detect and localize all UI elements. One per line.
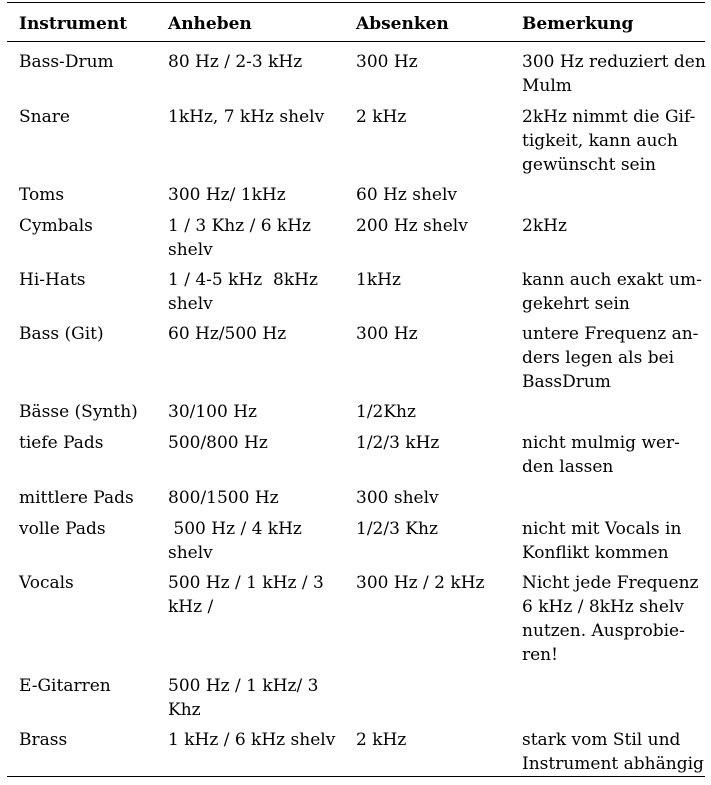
cell-bemerkung: ders legen als bei bbox=[522, 348, 675, 368]
cell-instrument: Snare bbox=[19, 107, 70, 127]
cell-instrument: Hi-Hats bbox=[19, 270, 86, 290]
cell-bemerkung: BassDrum bbox=[522, 372, 611, 392]
cell-absenken: 300 Hz bbox=[356, 324, 418, 344]
cell-absenken: 60 Hz shelv bbox=[356, 185, 457, 205]
cell-absenken: 1/2Khz bbox=[356, 402, 416, 422]
cell-anheben: 500 Hz / 1 kHz / 3 bbox=[168, 573, 324, 593]
cell-bemerkung: Konflikt kommen bbox=[522, 543, 669, 563]
cell-anheben: kHz / bbox=[168, 597, 214, 617]
cell-bemerkung: 2kHz nimmt die Gif- bbox=[522, 107, 696, 127]
cell-absenken: 300 Hz bbox=[356, 52, 418, 72]
cell-instrument: E-Gitarren bbox=[19, 676, 111, 696]
cell-anheben: 500/800 Hz bbox=[168, 433, 268, 453]
cell-anheben: 30/100 Hz bbox=[168, 402, 257, 422]
header-anheben: Anheben bbox=[168, 14, 252, 34]
cell-absenken: 1/2/3 kHz bbox=[356, 433, 440, 453]
cell-bemerkung: tigkeit, kann auch bbox=[522, 131, 678, 151]
cell-anheben: 1 / 3 Khz / 6 kHz bbox=[168, 216, 312, 236]
cell-bemerkung: ren! bbox=[522, 645, 558, 665]
cell-absenken: 1/2/3 Khz bbox=[356, 519, 438, 539]
cell-anheben: 800/1500 Hz bbox=[168, 488, 279, 508]
cell-instrument: Bass (Git) bbox=[19, 324, 104, 344]
cell-anheben: Khz bbox=[168, 700, 201, 720]
cell-anheben: 1 kHz / 6 kHz shelv bbox=[168, 730, 336, 750]
cell-instrument: Vocals bbox=[19, 573, 74, 593]
cell-bemerkung: Instrument abhängig bbox=[522, 754, 704, 774]
cell-bemerkung: untere Frequenz an- bbox=[522, 324, 699, 344]
cell-bemerkung: Mulm bbox=[522, 76, 572, 96]
cell-anheben: shelv bbox=[168, 294, 213, 314]
header-absenken: Absenken bbox=[356, 14, 449, 34]
cell-anheben: 1 / 4-5 kHz 8kHz bbox=[168, 270, 318, 290]
cell-instrument: Brass bbox=[19, 730, 68, 750]
cell-anheben: 500 Hz / 4 kHz bbox=[168, 519, 302, 539]
cell-bemerkung: 2kHz bbox=[522, 216, 567, 236]
cell-instrument: Toms bbox=[19, 185, 65, 205]
cell-bemerkung: gewünscht sein bbox=[522, 155, 656, 175]
cell-anheben: 60 Hz/500 Hz bbox=[168, 324, 287, 344]
cell-bemerkung: Nicht jede Frequenz bbox=[522, 573, 699, 593]
cell-anheben: 500 Hz / 1 kHz/ 3 bbox=[168, 676, 319, 696]
cell-bemerkung: 300 Hz reduziert den bbox=[522, 52, 706, 72]
cell-anheben: 80 Hz / 2-3 kHz bbox=[168, 52, 303, 72]
cell-absenken: 200 Hz shelv bbox=[356, 216, 468, 236]
cell-anheben: shelv bbox=[168, 543, 213, 563]
cell-absenken: 2 kHz bbox=[356, 730, 407, 750]
cell-instrument: tiefe Pads bbox=[19, 433, 104, 453]
bottom-rule bbox=[7, 776, 705, 777]
cell-bemerkung: nicht mulmig wer- bbox=[522, 433, 680, 453]
cell-bemerkung: gekehrt sein bbox=[522, 294, 630, 314]
cell-instrument: Cymbals bbox=[19, 216, 93, 236]
cell-bemerkung: 6 kHz / 8kHz shelv bbox=[522, 597, 684, 617]
header-instrument: Instrument bbox=[19, 14, 128, 34]
cell-instrument: Bässe (Synth) bbox=[19, 402, 138, 422]
cell-absenken: 2 kHz bbox=[356, 107, 407, 127]
cell-bemerkung: den lassen bbox=[522, 457, 614, 477]
cell-anheben: 1kHz, 7 kHz shelv bbox=[168, 107, 325, 127]
cell-bemerkung: stark vom Stil und bbox=[522, 730, 681, 750]
cell-instrument: Bass-Drum bbox=[19, 52, 114, 72]
cell-anheben: shelv bbox=[168, 240, 213, 260]
header-rule bbox=[7, 41, 705, 42]
cell-instrument: mittlere Pads bbox=[19, 488, 134, 508]
cell-anheben: 300 Hz/ 1kHz bbox=[168, 185, 286, 205]
cell-absenken: 300 Hz / 2 kHz bbox=[356, 573, 485, 593]
cell-absenken: 300 shelv bbox=[356, 488, 439, 508]
cell-instrument: volle Pads bbox=[19, 519, 106, 539]
cell-bemerkung: nutzen. Ausprobie- bbox=[522, 621, 685, 641]
cell-absenken: 1kHz bbox=[356, 270, 401, 290]
cell-bemerkung: kann auch exakt um- bbox=[522, 270, 702, 290]
top-rule bbox=[7, 2, 705, 3]
header-bemerkung: Bemerkung bbox=[522, 14, 634, 34]
cell-bemerkung: nicht mit Vocals in bbox=[522, 519, 682, 539]
